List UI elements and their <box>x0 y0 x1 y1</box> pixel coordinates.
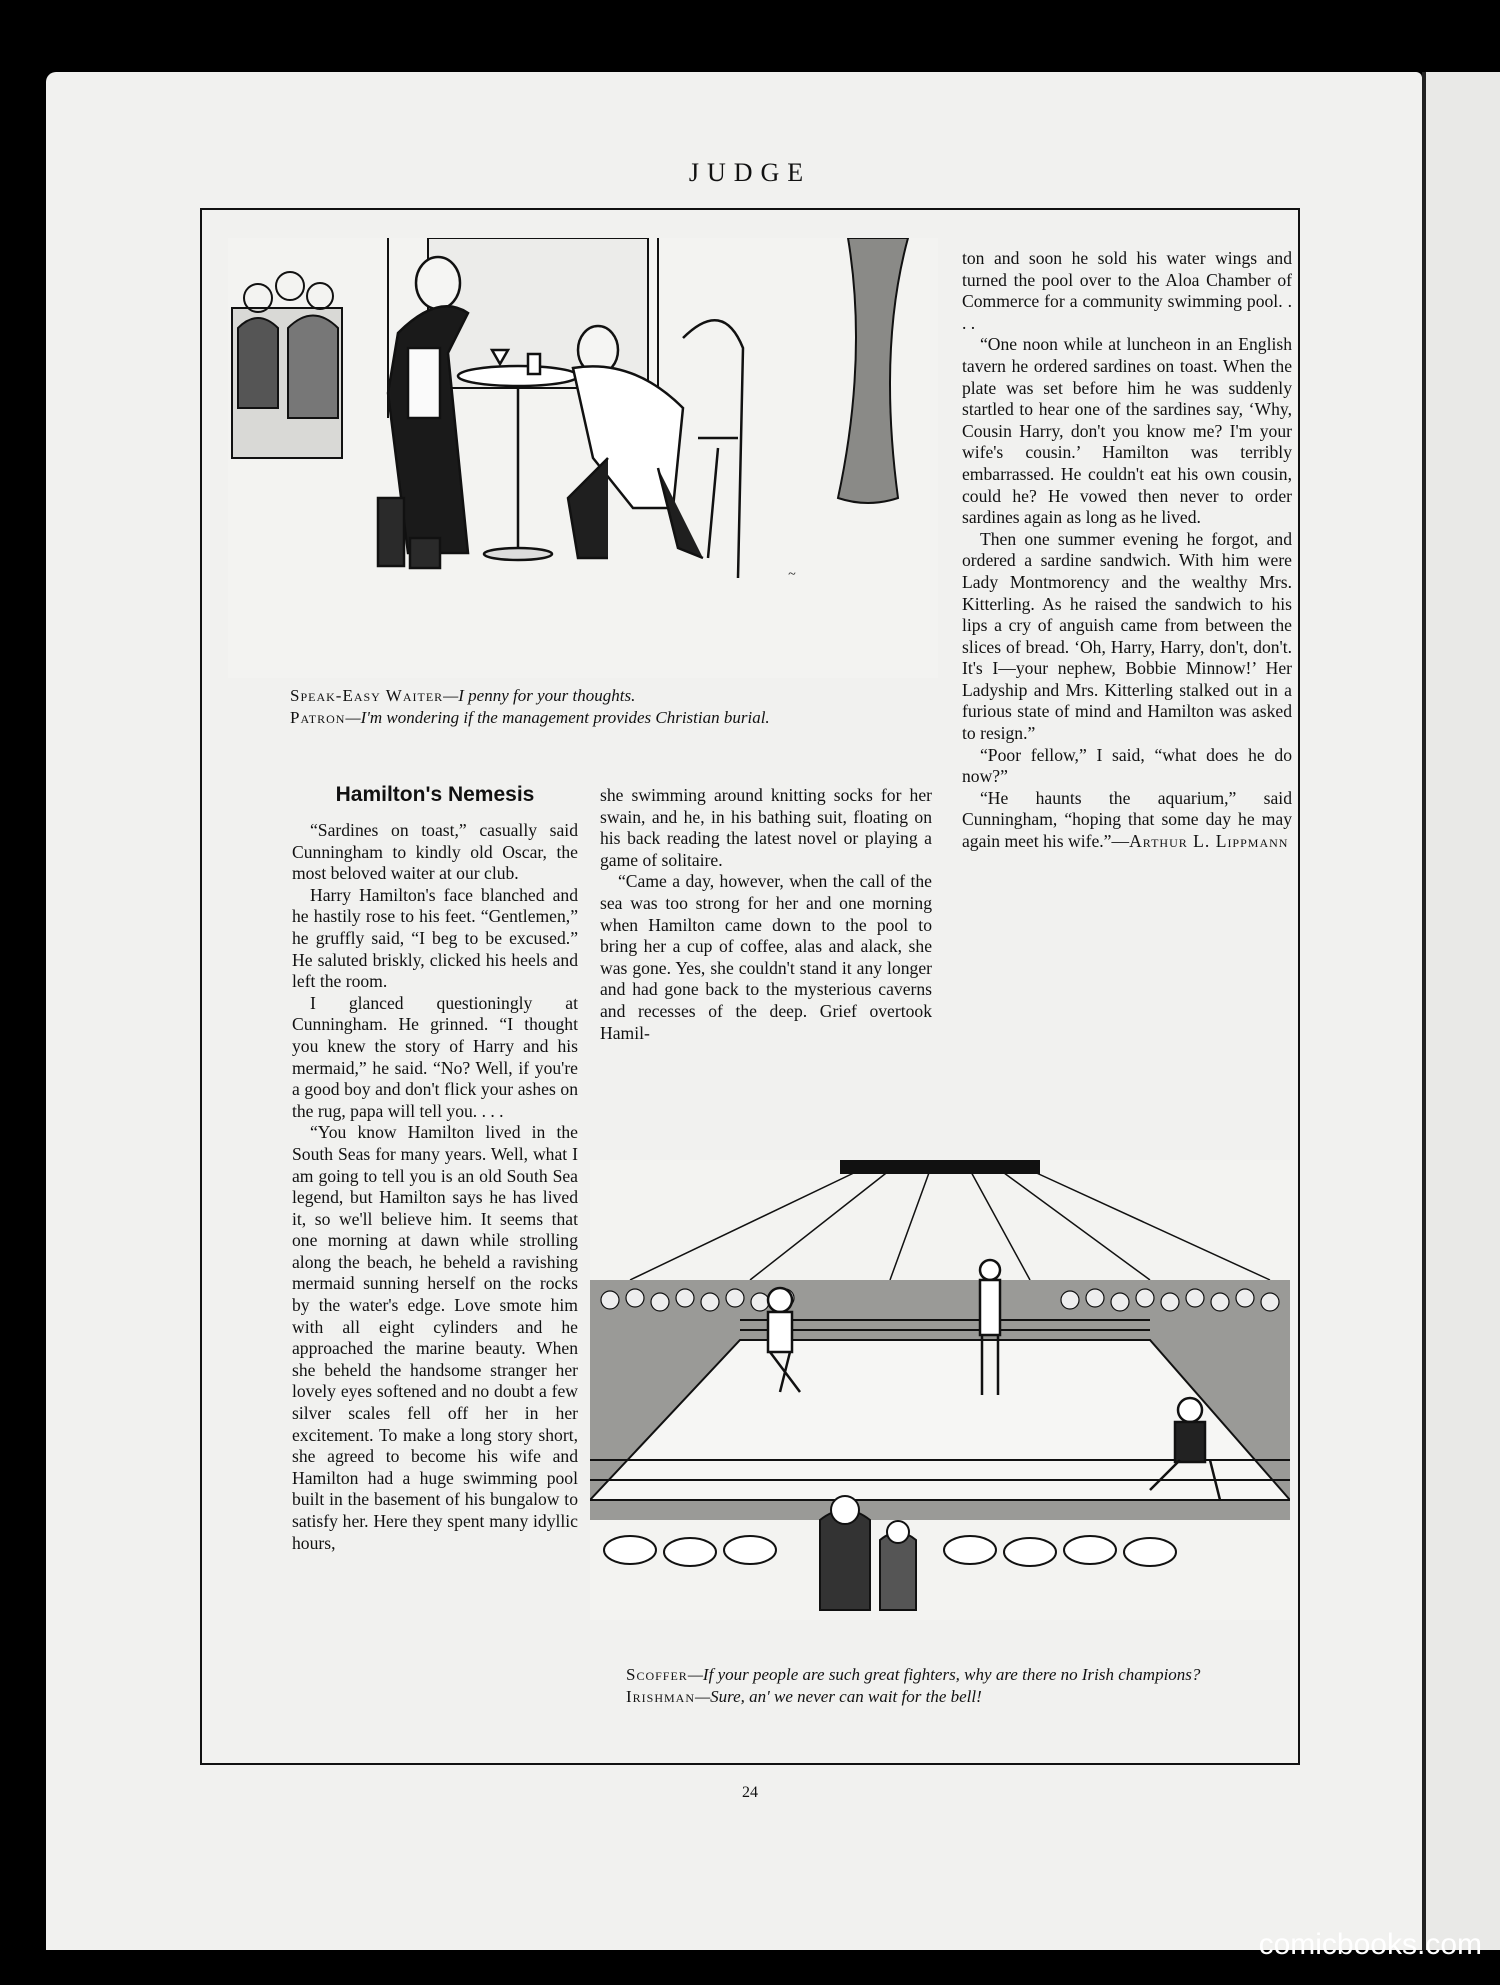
waiter-line: —I penny for your thoughts. <box>443 686 636 705</box>
artist-signature: ~ <box>788 567 796 582</box>
masthead: JUDGE <box>688 158 812 187</box>
speaker-irishman: Irishman <box>626 1687 696 1706</box>
paragraph: she swimming around knitting socks for her swain, and he, in his bathing suit, floating on his back reading the latest novel or playing a game of solitaire. <box>600 785 932 870</box>
speakeasy-cartoon-illustration <box>228 238 938 678</box>
boxing-ring-cartoon-illustration <box>590 1160 1290 1620</box>
paragraph: “Poor fellow,” I said, “what does he do now?” <box>962 744 1292 787</box>
paragraph: Harry Hamilton's face blanched and he hastily rose to his feet. “Gentlemen,” he gruffly said, “I beg to be excused.” He saluted briskly, clicked his heels and left the room. <box>292 884 578 992</box>
paragraph: I glanced questioningly at Cunningham. He grinned. “I thought you knew the story of Harry and his mermaid,” he said. “No? Well, if you're a good boy and don't flick your ashes on the rug, papa will tell you. . . . <box>292 992 578 1121</box>
article-headline: Hamilton's Nemesis <box>335 783 535 806</box>
article-column-3 <box>962 248 1292 853</box>
byline: Arthur L. Lippmann <box>1129 831 1289 852</box>
page-number: 24 <box>742 1784 758 1801</box>
cartoon1-caption <box>290 685 910 729</box>
article-column-2 <box>600 785 932 1044</box>
watermark: comicbooks.com <box>1258 1928 1482 1961</box>
speaker-patron: Patron <box>290 708 346 727</box>
paragraph: “Sardines on toast,” casually said Cunningham to kindly old Oscar, the most beloved waiter at our club. <box>292 820 578 884</box>
paragraph: Then one summer evening he forgot, and ordered a sardine sandwich. With him were Lady Montmorency and the wealthy Mrs. Kitterling. As he raised the sandwich to his lips a cry of anguish came from between the slices of bread. ‘Oh, Harry, Harry, don't, don't. It's I—your nephew, Bobbie Minnow!’ Her Ladyship and Mrs. Kitterling stalked out in a furious state of mind and Hamilton was asked to resign.” <box>962 528 1292 744</box>
closing-paragraph: “He haunts the aquarium,” said Cunningham, “hoping that some day he may again meet his wife.”— <box>962 787 1292 852</box>
article-column-1 <box>292 820 578 1554</box>
paragraph: ton and soon he sold his water wings and turned the pool over to the Aloa Chamber of Commerce for a community swimming pool. . . . <box>962 248 1292 333</box>
paragraph-final <box>962 788 1292 853</box>
paragraph: “One noon while at luncheon in an English tavern he ordered sardines on toast. When the plate was set before him he was suddenly startled to hear one of the sardines say, ‘Why, Cousin Harry, don't you know me? I'm your wife's cousin.’ Hamilton was terribly embarrassed. He couldn't eat his own cousin, could he? He vowed then never to order sardines again as long as he lived. <box>962 334 1292 528</box>
irishman-line: —Sure, an' we never can wait for the bell! <box>695 1687 982 1706</box>
scan-border <box>0 0 45 1985</box>
paragraph: “Came a day, however, when the call of the sea was too strong for her and one morning when Hamilton came down to the pool to bring her a cup of coffee, alas and alack, she was gone. Yes, she couldn't stand it any longer and had gone back to the mysterious caverns and recesses of the deep. Grief overtook Hamil- <box>600 871 932 1043</box>
cartoon2-caption <box>626 1664 1266 1708</box>
speaker-waiter: Speak-Easy Waiter <box>290 686 444 705</box>
paragraph: “You know Hamilton lived in the South Seas for many years. Well, what I am going to tell you is an old South Sea legend, but Hamilton says he has lived it, so we'll believe him. It seems that one morning at dawn while strolling along the beach, he beheld a ravishing mermaid sunning herself on the rocks by the water's edge. Love smote him with all eight cylinders and he approached the marine beauty. When she beheld the handsome stranger her lovely eyes softened and no doubt a few silver scales fell off her in her excitement. To make a long story short, she agreed to become his wife and Hamilton had a huge swimming pool built in the basement of his bungalow to satisfy her. Here they spent many idyllic hours, <box>292 1122 578 1553</box>
facing-page-edge <box>1426 72 1500 1950</box>
scoffer-line: —If your people are such great fighters, why are there no Irish champions? <box>687 1665 1201 1684</box>
patron-line: —I'm wondering if the management provides Christian burial. <box>345 708 770 727</box>
speaker-scoffer: Scoffer <box>626 1665 688 1684</box>
